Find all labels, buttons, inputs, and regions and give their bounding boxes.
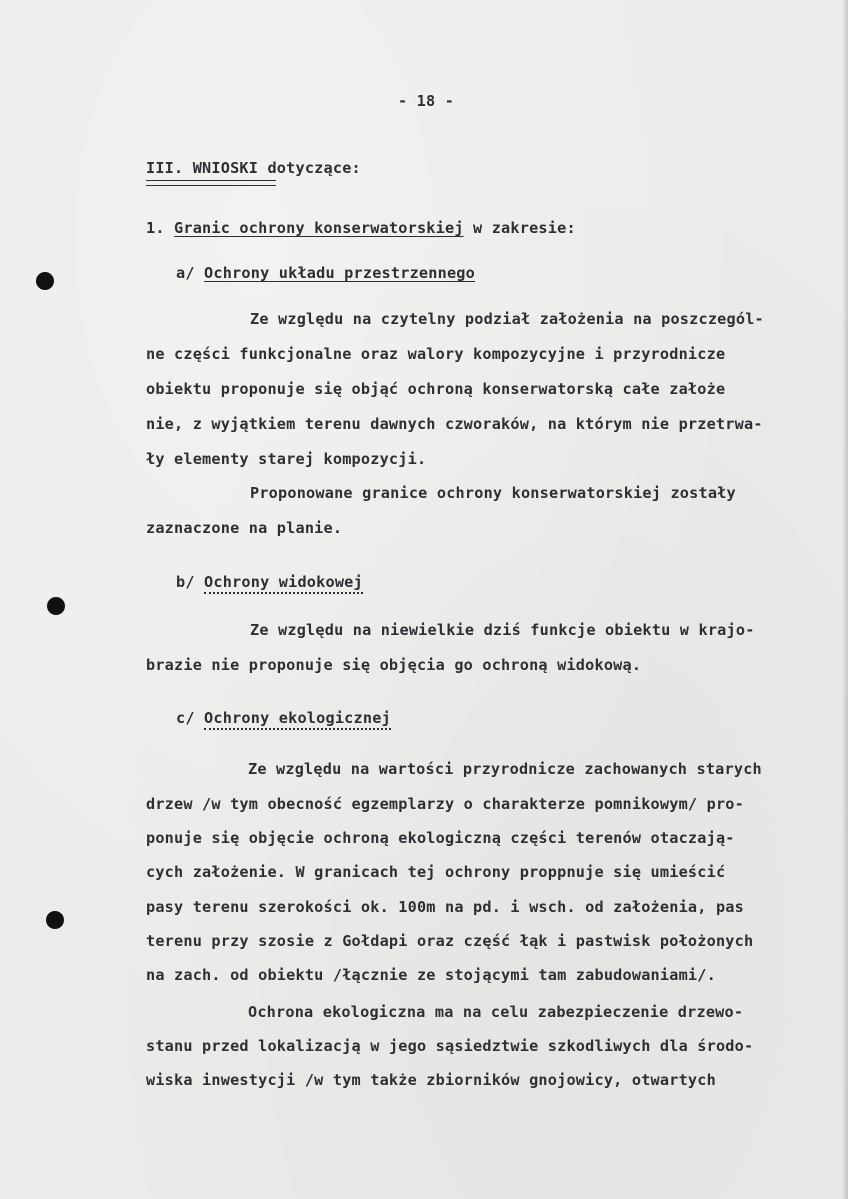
paragraph-line: brazie nie proponuje się objęcia go ochroną widokową.: [146, 656, 642, 674]
section-1-underlined: Granic ochrony konserwatorskiej: [174, 219, 464, 237]
paragraph-line: ne części funkcjonalne oraz walory kompozycyjne i przyrodnicze: [146, 345, 726, 363]
paragraph-line: wiska inwestycji /w tym także zbiorników gnojowicy, otwartych: [146, 1071, 716, 1089]
paragraph-line: drzew /w tym obecność egzemplarzy o charakterze pomnikowym/ pro-: [146, 795, 744, 813]
subsection-a-title: [176, 264, 475, 282]
subsection-b-title: [176, 573, 363, 591]
paragraph-line: Ze względu na wartości przyrodnicze zachowanych starych: [248, 760, 762, 778]
paragraph-line: obiektu proponuje się objąć ochroną konserwatorską całe założe: [146, 380, 726, 398]
paragraph-line: Ze względu na niewielkie dziś funkcje obiektu w krajo-: [250, 621, 755, 639]
section-1-rest: w zakresie:: [463, 219, 576, 237]
subsection-c-title: [176, 709, 391, 727]
paragraph-line: stanu przed lokalizacją w jego sąsiedztwie szkodliwych dla środo-: [146, 1037, 754, 1055]
paragraph-line: nie, z wyjątkiem terenu dawnych czworaków, na którym nie przetrwa-: [146, 415, 763, 433]
paragraph-line: Ze względu na czytelny podział założenia na poszczegól-: [250, 310, 764, 328]
section-1-title: [146, 219, 576, 237]
paragraph-line: Ochrona ekologiczna ma na celu zabezpieczenie drzewo-: [248, 1003, 744, 1021]
paragraph-line: zaznaczone na planie.: [146, 519, 343, 537]
paragraph-line: ponuje się objęcie ochroną ekologiczną części terenów otaczają-: [146, 829, 735, 847]
punch-hole-middle: [47, 597, 65, 615]
section-heading: [146, 159, 361, 177]
paragraph-line: pasy terenu szerokości ok. 100m na pd. i wsch. od założenia, pas: [146, 898, 744, 916]
heading-label: III. WNIOSKI: [146, 159, 259, 177]
heading-double-underline: [146, 180, 276, 186]
punch-hole-bottom: [46, 911, 64, 929]
punch-hole-top: [36, 272, 54, 290]
paragraph-line: na zach. od obiektu /łącznie ze stojącymi tam zabudowaniami/.: [146, 966, 716, 984]
section-1-number: 1.: [146, 219, 175, 237]
paragraph-line: Proponowane granice ochrony konserwatorskiej zostały: [250, 484, 736, 502]
subsection-a-underlined: Ochrony układu przestrzennego: [204, 264, 475, 282]
subsection-b-underlined: Ochrony widokowej: [204, 573, 363, 594]
page-number: - 18 -: [398, 92, 455, 110]
subsection-a-prefix: a/: [176, 264, 205, 282]
page-edge-shadow: [842, 0, 848, 1199]
subsection-c-prefix: c/: [176, 709, 205, 727]
heading-rest: dotyczące:: [258, 159, 361, 177]
paragraph-line: terenu przy szosie z Gołdapi oraz część łąk i pastwisk położonych: [146, 932, 754, 950]
paragraph-line: ły elementy starej kompozycji.: [146, 450, 427, 468]
paragraph-line: cych założenie. W granicach tej ochrony proppnuje się umieścić: [146, 863, 726, 881]
subsection-b-prefix: b/: [176, 573, 205, 591]
subsection-c-underlined: Ochrony ekologicznej: [204, 709, 391, 730]
